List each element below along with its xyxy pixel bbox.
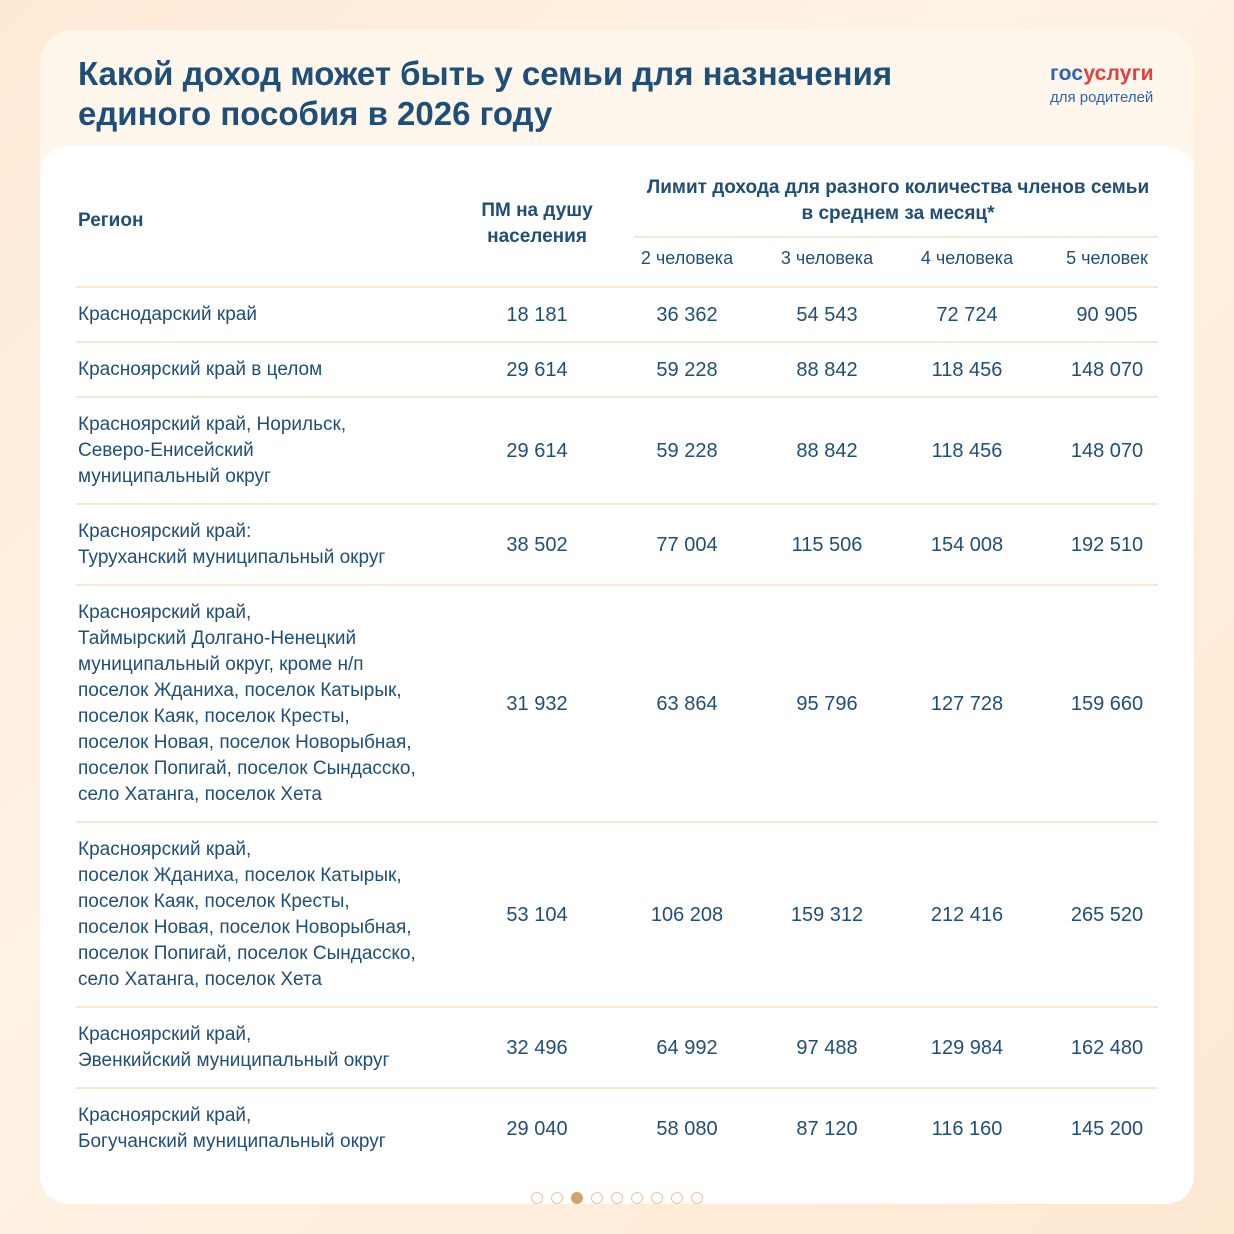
- limit-cell-2-people: 63 864: [656, 693, 718, 715]
- region-cell: [78, 357, 322, 383]
- region-line: поселок Новая, поселок Новорыбная,: [78, 917, 412, 938]
- limit-cell-3-people: 159 312: [790, 904, 864, 926]
- region-line: Эвенкийский муниципальный округ: [78, 1050, 390, 1071]
- region-line: поселок Жданиха, поселок Катырык,: [78, 680, 402, 701]
- limit-cell-5-people: 159 660: [1070, 693, 1144, 715]
- region-line: Туруханский муниципальный округ: [78, 547, 386, 568]
- region-line: поселок Каяк, поселок Кресты,: [78, 706, 350, 727]
- region-line: Северо-Енисейский: [78, 440, 254, 461]
- pagination-dot[interactable]: [571, 1192, 583, 1204]
- region-line: муниципальный округ, кроме н/п: [78, 654, 364, 675]
- limit-cell-5-people: 265 520: [1070, 904, 1144, 926]
- region-line: муниципальный округ: [78, 466, 271, 487]
- header-divider: [634, 236, 1158, 238]
- logo-wordmark: [1050, 62, 1162, 86]
- row-divider: [76, 341, 1158, 343]
- limit-cell-3-people: 88 842: [796, 440, 858, 462]
- pm-cell: 29 614: [506, 359, 568, 381]
- limit-cell-2-people: 58 080: [656, 1118, 718, 1140]
- logo-uslugi-text: услуги: [1083, 62, 1154, 85]
- pagination-dot[interactable]: [691, 1192, 703, 1204]
- region-line: поселок Попигай, поселок Сындасско,: [78, 758, 416, 779]
- row-divider: [76, 503, 1158, 505]
- region-cell: [78, 837, 416, 993]
- region-cell: [78, 519, 385, 571]
- limit-cell-2-people: 106 208: [650, 904, 724, 926]
- pm-cell: 29 614: [506, 440, 568, 462]
- limit-cell-4-people: 129 984: [930, 1037, 1004, 1059]
- row-divider: [76, 286, 1158, 288]
- row-divider: [76, 1087, 1158, 1089]
- limit-cell-5-people: 148 070: [1070, 359, 1144, 381]
- header-pm: [472, 198, 602, 250]
- limit-cell-2-people: 77 004: [656, 534, 718, 556]
- region-line: поселок Новая, поселок Новорыбная,: [78, 732, 412, 753]
- pagination-dot[interactable]: [591, 1192, 603, 1204]
- limit-cell-3-people: 97 488: [796, 1037, 858, 1059]
- title-line: Какой доход может быть у семьи для назначения: [78, 55, 893, 92]
- pagination-dot[interactable]: [651, 1192, 663, 1204]
- limit-cell-3-people: 88 842: [796, 359, 858, 381]
- pagination-dots: [531, 1192, 703, 1204]
- pagination-dot[interactable]: [531, 1192, 543, 1204]
- logo-gos-text: гос: [1050, 62, 1084, 85]
- row-divider: [76, 1006, 1158, 1008]
- limit-cell-4-people: 72 724: [936, 304, 998, 326]
- region-line: село Хатанга, поселок Хета: [78, 969, 323, 990]
- header-income-limit: [638, 175, 1158, 227]
- header-5-people: 5 человек: [1066, 248, 1148, 268]
- limit-cell-4-people: 154 008: [930, 534, 1004, 556]
- region-line: Красноярский край в целом: [78, 359, 323, 380]
- region-line: Красноярский край,: [78, 1105, 252, 1126]
- page-title: [78, 54, 938, 134]
- header-3-people: 3 человека: [780, 248, 874, 268]
- region-line: Краснодарский край: [78, 304, 257, 325]
- pagination-dot[interactable]: [631, 1192, 643, 1204]
- region-line: поселок Жданиха, поселок Катырык,: [78, 865, 402, 886]
- limit-cell-2-people: 64 992: [656, 1037, 718, 1059]
- region-cell: [78, 412, 346, 490]
- region-line: Красноярский край, Норильск,: [78, 414, 347, 435]
- pm-cell: 53 104: [506, 904, 568, 926]
- pagination-dot[interactable]: [551, 1192, 563, 1204]
- pm-cell: 38 502: [506, 534, 568, 556]
- region-line: Красноярский край,: [78, 839, 252, 860]
- limit-cell-4-people: 116 160: [931, 1118, 1003, 1140]
- region-line: Красноярский край,: [78, 602, 252, 623]
- pm-cell: 18 181: [506, 304, 568, 326]
- limit-cell-4-people: 118 456: [931, 440, 1003, 462]
- header-pm-line: населения: [487, 226, 587, 247]
- region-cell: [78, 600, 416, 808]
- pagination-dot[interactable]: [611, 1192, 623, 1204]
- limit-cell-5-people: 145 200: [1070, 1118, 1144, 1140]
- header-4-people: 4 человека: [920, 248, 1014, 268]
- limit-cell-4-people: 127 728: [930, 693, 1004, 715]
- region-cell: [78, 1022, 389, 1074]
- header-2-people: 2 человека: [640, 248, 734, 268]
- region-cell: [78, 1103, 386, 1155]
- limit-cell-3-people: 95 796: [796, 693, 858, 715]
- header-limit-line: в среднем за месяц*: [801, 203, 995, 224]
- row-divider: [76, 396, 1158, 398]
- pagination-dot[interactable]: [671, 1192, 683, 1204]
- header-pm-line: ПМ на душу: [481, 200, 593, 221]
- row-divider: [76, 584, 1158, 586]
- limit-cell-3-people: 115 506: [791, 534, 863, 556]
- logo-subtitle: для родителей: [1050, 89, 1154, 106]
- limit-cell-4-people: 212 416: [930, 904, 1004, 926]
- region-line: Красноярский край,: [78, 1024, 252, 1045]
- pm-cell: 32 496: [506, 1037, 568, 1059]
- region-line: Богучанский муниципальный округ: [78, 1131, 386, 1152]
- limit-cell-2-people: 59 228: [656, 440, 718, 462]
- row-divider: [76, 821, 1158, 823]
- header-limit-line: Лимит дохода для разного количества членов семьи: [646, 177, 1150, 198]
- region-cell: [78, 302, 257, 328]
- limit-cell-5-people: 90 905: [1076, 304, 1138, 326]
- region-line: поселок Каяк, поселок Кресты,: [78, 891, 350, 912]
- gosuslugi-logo: [1050, 62, 1162, 108]
- limit-cell-3-people: 54 543: [796, 304, 858, 326]
- limit-cell-5-people: 162 480: [1070, 1037, 1144, 1059]
- limit-cell-4-people: 118 456: [931, 359, 1003, 381]
- region-line: Таймырский Долгано-Ненецкий: [78, 628, 357, 649]
- pm-cell: 31 932: [506, 693, 568, 715]
- limit-cell-5-people: 148 070: [1070, 440, 1144, 462]
- pm-cell: 29 040: [506, 1118, 568, 1140]
- limit-cell-2-people: 59 228: [656, 359, 718, 381]
- title-line: единого пособия в 2026 году: [78, 95, 553, 132]
- region-line: село Хатанга, поселок Хета: [78, 784, 323, 805]
- limit-cell-5-people: 192 510: [1070, 534, 1144, 556]
- region-line: Красноярский край:: [78, 521, 252, 542]
- limit-cell-2-people: 36 362: [656, 304, 718, 326]
- region-line: поселок Попигай, поселок Сындасско,: [78, 943, 416, 964]
- limit-cell-3-people: 87 120: [796, 1118, 858, 1140]
- header-region: Регион: [78, 210, 144, 231]
